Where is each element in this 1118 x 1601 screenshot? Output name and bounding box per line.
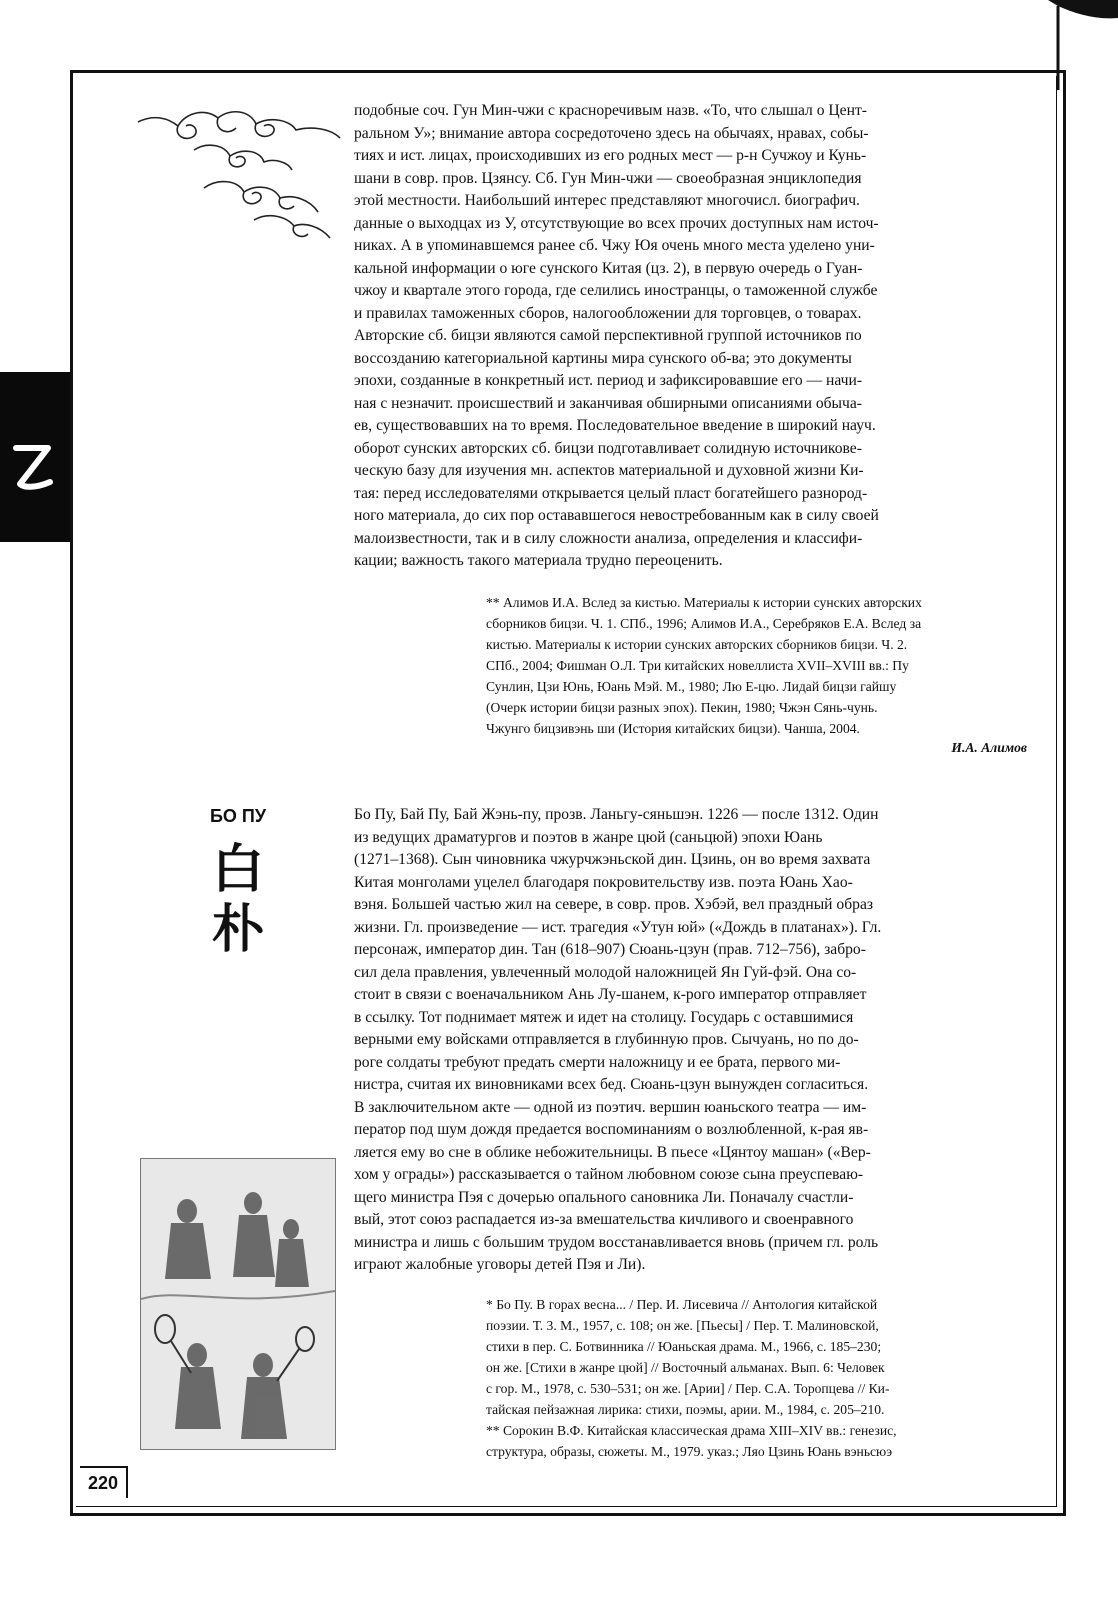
entry-title: БО ПУ	[209, 806, 267, 826]
entry1-line: оборот сунских авторских сб. бицзи подготавливает солидную источникове-	[354, 439, 862, 457]
entry2-line: ляется ему во сне в облике небожительницы. В пьесе «Цянтоу машан» («Вер-	[354, 1143, 871, 1161]
entry1-line: данные о выходцах из У, отсутствующие во всех прочих доступных нам источ-	[354, 214, 879, 232]
entry1-line: кации; важность такого материала трудно переоценить.	[354, 552, 723, 569]
entry2-line: жизни. Гл. произведение — ист. трагедия «Утун юй» («Дождь в платанах»). Гл.	[354, 918, 882, 936]
reference-line: кистью. Материалы к истории сунских авторских сборников бицзи. Ч. 2.	[486, 637, 908, 652]
reference-line: Сунлин, Цзи Юнь, Юань Мэй. М., 1980; Лю Е-цю. Лидай бицзи гайшу	[486, 679, 897, 694]
reference-line: тайская пейзажная лирика: стихи, поэмы, арии. М., 1984, с. 205–210.	[486, 1402, 885, 1417]
hanzi-char: 白	[211, 840, 264, 900]
reference-line: сборников бицзи. Ч. 1. СПб., 1996; Алимов И.А., Серебряков Е.А. Вслед за	[486, 616, 922, 631]
entry1-line: подобные соч. Гун Мин-чжи с красноречивым назв. «То, что слышал о Цент-	[354, 102, 867, 119]
reference-line: ** Алимов И.А. Вслед за кистью. Материалы к истории сунских авторских	[486, 595, 922, 610]
reference-line: * Бо Пу. В горах весна... / Пер. И. Лисевича // Антология китайской	[486, 1297, 878, 1312]
theatre-illustration	[140, 1158, 336, 1450]
entry2-line: хом у ограды») рассказывается о тайном любовном союзе сына преуспеваю-	[354, 1166, 864, 1183]
entry2-line: вый, этот союз распадается из-за вмешательства кичливого и своенравного	[354, 1211, 854, 1228]
entry2-line: (1271–1368). Сын чиновника чжурчжэньской дин. Цзинь, он во время захвата	[354, 851, 871, 868]
reference-line: Чжунго бицзивэнь ши (История китайских бицзи). Чанша, 2004.	[486, 721, 860, 736]
cloud-ornament-icon	[134, 100, 344, 245]
reference-line: структура, образы, сюжеты. М., 1979. указ.; Ляо Цзинь Юань вэньсюэ	[486, 1444, 893, 1459]
entry1-line: малоизвестности, так и в силу сложности анализа, определения и классифи-	[354, 529, 863, 547]
author-signature: И.А. Алимов	[951, 740, 1027, 755]
entry1-line: тиях и ист. лицах, происходивших из его родных мест — р-н Сучжоу и Кунь-	[354, 147, 867, 164]
reference-line: с гор. М., 1978, с. 530–531; он же. [Арии] / Пер. С.А. Торопцева // Ки-	[486, 1381, 890, 1396]
entry2-line: стоит в связи с военачальником Ань Лу-шанем, к-рого император отправляет	[354, 986, 867, 1003]
entry2-line: в ссылку. Тот поднимает мятеж и идет на столицу. Государь с оставшимися	[354, 1008, 854, 1026]
entry2-line: роге солдаты требуют предать смерти наложницу и ее брата, первого ми-	[354, 1053, 841, 1071]
reference-line: поэзии. Т. 3. М., 1957, с. 108; он же. [Пьесы] / Пер. Т. Малиновской,	[486, 1318, 879, 1333]
corner-fold-mark	[1048, 0, 1118, 90]
entry1-line: тая: перед исследователями открывается целый пласт богатейшего разнород-	[354, 484, 868, 502]
entry2-line: сил дела правления, увлеченный молодой наложницей Ян Гуй-фэй. Она со-	[354, 963, 857, 981]
entry2-line: щего министра Пэя с дочерью опального сановника Ли. Поначалу счастли-	[354, 1188, 854, 1206]
entry2-body	[354, 804, 1027, 1277]
entry1-line: никах. А в упоминавшемся ранее сб. Чжу Юя очень много места уделено уни-	[354, 237, 875, 254]
entry1-line: ного материала, до сих пор остававшегося невостребованным как в силу своей	[354, 507, 879, 524]
entry1-line: и правилах таможенных сборов, налогообложении для торговцев, о товарах.	[354, 304, 862, 322]
reference-line: СПб., 2004; Фишман О.Л. Три китайских новеллиста XVII–XVIII вв.: Пу	[486, 658, 909, 673]
entry2-line: играют жалобные уговоры детей Пэя и Ли).	[354, 1256, 646, 1273]
entry-hanzi	[198, 840, 278, 960]
section-glyph-icon	[6, 434, 60, 494]
page-number: 220	[80, 1466, 128, 1498]
entry1-line: ральном У»; внимание автора сосредоточено здесь на обычаях, нравах, собы-	[354, 124, 869, 142]
entry1-line: Авторские сб. бицзи являются самой перспективной группой источников по	[354, 327, 862, 344]
entry2-line: верными ему войсками отправляется в глубинную пров. Сычуань, но по до-	[354, 1031, 859, 1048]
entry2-line: персонаж, император дин. Тан (618–907) Сюань-цзун (прав. 712–756), забро-	[354, 941, 866, 958]
entry1-body	[354, 100, 1027, 573]
entry1-line: шани в совр. пров. Цзянсу. Сб. Гун Мин-чжи — своеобразная энциклопедия	[354, 169, 862, 187]
entry1-references	[486, 592, 1027, 739]
section-tab	[0, 372, 70, 542]
entry1-line: этой местности. Наибольший интерес представляют многочисл. биографич.	[354, 192, 860, 209]
entry2-line: из ведущих драматургов и поэтов в жанре цюй (саньцюй) эпохи Юань	[354, 828, 823, 846]
entry2-line: ператор под шум дождя предается воспоминаниям о возлюбленной, к-рая яв-	[354, 1121, 869, 1138]
entry1-line: чжоу и квартале этого города, где селились иностранцы, о таможенной службе	[354, 282, 878, 299]
entry1-line: ческую базу для изучения мн. аспектов материальной и духовной жизни Ки-	[354, 462, 864, 479]
entry2-line: Китая монголами уцелел благодаря покровительству изв. поэта Юань Хао-	[354, 873, 853, 891]
entry2-line: Бо Пу, Бай Пу, Бай Жэнь-пу, прозв. Ланьгу-сяньшэн. 1226 — после 1312. Один	[354, 806, 879, 823]
reference-line: он же. [Стихи в жанре цюй] // Восточный альманах. Вып. 6: Человек	[486, 1360, 885, 1375]
entry2-line: вэня. Большей частью жил на севере, в совр. пров. Хэбэй, вел праздный образ	[354, 896, 874, 913]
hanzi-char: 朴	[211, 900, 264, 960]
entry1-line: эпохи, созданные в конкретный ист. период и зафиксировавшие его — начи-	[354, 372, 863, 389]
entry1-line: кальной информации о юге сунского Китая (цз. 2), в первую очередь о Гуан-	[354, 259, 863, 277]
reference-line: (Очерк истории бицзи разных эпох). Пекин, 1980; Чжэн Сянь-чунь.	[486, 700, 878, 715]
entry1-line: ев, существовавших на то время. Последовательное введение в широкий науч.	[354, 417, 876, 434]
entry2-line: министра и лишь с большим трудом восстанавливается вновь (причем гл. роль	[354, 1233, 879, 1251]
entry2-line: В заключительном акте — одной из поэтич. вершин юаньского театра — им-	[354, 1098, 867, 1116]
reference-line: стихи в пер. С. Ботвинника // Юаньская драма. М., 1966, с. 185–230;	[486, 1339, 882, 1354]
entry2-references	[486, 1294, 1027, 1462]
entry1-line: воссозданию категориальной картины мира сунского об-ва; это документы	[354, 349, 852, 367]
entry1-line: ная с незначит. происшествий и заканчивая обширными описаниями обыча-	[354, 394, 862, 412]
reference-line: ** Сорокин В.Ф. Китайская классическая драма XIII–XIV вв.: генезис,	[486, 1423, 897, 1438]
entry2-line: нистра, считая их виновниками всех бед. Сюань-цзун вынужден согласиться.	[354, 1076, 869, 1093]
